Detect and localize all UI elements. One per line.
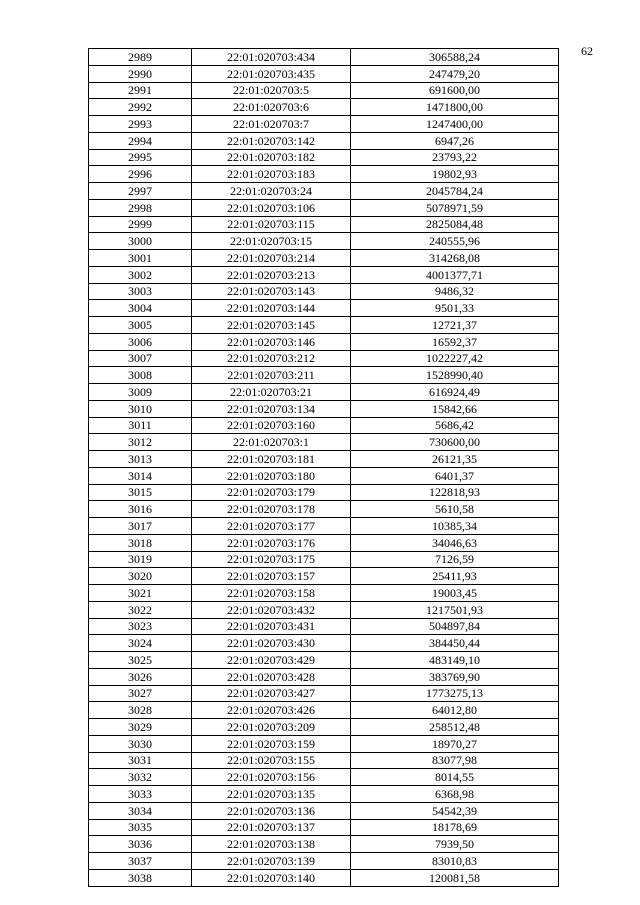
row-number-cell: 3027 — [89, 685, 192, 702]
row-number-cell: 2989 — [89, 49, 192, 66]
table-row — [89, 82, 559, 99]
table-row — [89, 384, 559, 401]
value-cell: 240555,96 — [351, 233, 559, 250]
value-cell: 483149,10 — [351, 652, 559, 669]
row-number-cell: 3006 — [89, 333, 192, 350]
value-cell: 34046,63 — [351, 534, 559, 551]
cadastral-number-cell: 22:01:020703:159 — [192, 735, 351, 752]
row-number-cell: 3030 — [89, 735, 192, 752]
cadastral-number-cell: 22:01:020703:427 — [192, 685, 351, 702]
data-table — [88, 48, 559, 887]
cadastral-number-cell: 22:01:020703:156 — [192, 769, 351, 786]
row-number-cell: 2990 — [89, 65, 192, 82]
value-cell: 26121,35 — [351, 451, 559, 468]
row-number-cell: 2992 — [89, 99, 192, 116]
cadastral-number-cell: 22:01:020703:115 — [192, 216, 351, 233]
cadastral-number-cell: 22:01:020703:180 — [192, 467, 351, 484]
table-row — [89, 300, 559, 317]
table-row — [89, 99, 559, 116]
cadastral-number-cell: 22:01:020703:158 — [192, 585, 351, 602]
cadastral-number-cell: 22:01:020703:214 — [192, 250, 351, 267]
table-row — [89, 735, 559, 752]
value-cell: 1471800,00 — [351, 99, 559, 116]
row-number-cell: 3036 — [89, 836, 192, 853]
value-cell: 16592,37 — [351, 333, 559, 350]
value-cell: 616924,49 — [351, 384, 559, 401]
table-row — [89, 702, 559, 719]
row-number-cell: 3004 — [89, 300, 192, 317]
cadastral-number-cell: 22:01:020703:106 — [192, 199, 351, 216]
cadastral-number-cell: 22:01:020703:139 — [192, 853, 351, 870]
row-number-cell: 3037 — [89, 853, 192, 870]
value-cell: 83077,98 — [351, 752, 559, 769]
table-row — [89, 668, 559, 685]
value-cell: 122818,93 — [351, 484, 559, 501]
table-row — [89, 266, 559, 283]
value-cell: 9501,33 — [351, 300, 559, 317]
value-cell: 15842,66 — [351, 400, 559, 417]
cadastral-number-cell: 22:01:020703:176 — [192, 534, 351, 551]
row-number-cell: 2995 — [89, 149, 192, 166]
table-row — [89, 250, 559, 267]
value-cell: 83010,83 — [351, 853, 559, 870]
cadastral-number-cell: 22:01:020703:7 — [192, 116, 351, 133]
value-cell: 1773275,13 — [351, 685, 559, 702]
row-number-cell: 3018 — [89, 534, 192, 551]
cadastral-number-cell: 22:01:020703:177 — [192, 518, 351, 535]
value-cell: 6401,37 — [351, 467, 559, 484]
cadastral-number-cell: 22:01:020703:430 — [192, 635, 351, 652]
table-row — [89, 467, 559, 484]
value-cell: 247479,20 — [351, 65, 559, 82]
table-row — [89, 484, 559, 501]
table-row — [89, 350, 559, 367]
row-number-cell: 3031 — [89, 752, 192, 769]
cadastral-number-cell: 22:01:020703:1 — [192, 434, 351, 451]
row-number-cell: 3017 — [89, 518, 192, 535]
row-number-cell: 3028 — [89, 702, 192, 719]
table-row — [89, 116, 559, 133]
value-cell: 54542,39 — [351, 802, 559, 819]
row-number-cell: 3013 — [89, 451, 192, 468]
cadastral-number-cell: 22:01:020703:155 — [192, 752, 351, 769]
table-row — [89, 183, 559, 200]
row-number-cell: 3038 — [89, 869, 192, 886]
value-cell: 5610,58 — [351, 501, 559, 518]
value-cell: 8014,55 — [351, 769, 559, 786]
value-cell: 1217501,93 — [351, 601, 559, 618]
value-cell: 1528990,40 — [351, 367, 559, 384]
cadastral-number-cell: 22:01:020703:183 — [192, 166, 351, 183]
cadastral-number-cell: 22:01:020703:429 — [192, 652, 351, 669]
table-row — [89, 367, 559, 384]
table-row — [89, 752, 559, 769]
table-body — [89, 49, 559, 887]
table-row — [89, 132, 559, 149]
cadastral-number-cell: 22:01:020703:179 — [192, 484, 351, 501]
row-number-cell: 3029 — [89, 719, 192, 736]
table-row — [89, 618, 559, 635]
row-number-cell: 3000 — [89, 233, 192, 250]
cadastral-number-cell: 22:01:020703:137 — [192, 819, 351, 836]
table-row — [89, 786, 559, 803]
row-number-cell: 3008 — [89, 367, 192, 384]
row-number-cell: 3035 — [89, 819, 192, 836]
row-number-cell: 3012 — [89, 434, 192, 451]
value-cell: 10385,34 — [351, 518, 559, 535]
table-row — [89, 233, 559, 250]
table-row — [89, 635, 559, 652]
table-row — [89, 65, 559, 82]
value-cell: 2045784,24 — [351, 183, 559, 200]
cadastral-number-cell: 22:01:020703:144 — [192, 300, 351, 317]
row-number-cell: 2998 — [89, 199, 192, 216]
row-number-cell: 3014 — [89, 467, 192, 484]
row-number-cell: 3022 — [89, 601, 192, 618]
table-row — [89, 434, 559, 451]
cadastral-number-cell: 22:01:020703:212 — [192, 350, 351, 367]
table-row — [89, 199, 559, 216]
table-row — [89, 451, 559, 468]
value-cell: 5686,42 — [351, 417, 559, 434]
cadastral-number-cell: 22:01:020703:160 — [192, 417, 351, 434]
value-cell: 4001377,71 — [351, 266, 559, 283]
value-cell: 1022227,42 — [351, 350, 559, 367]
table-row — [89, 685, 559, 702]
table-row — [89, 49, 559, 66]
table-row — [89, 652, 559, 669]
cadastral-number-cell: 22:01:020703:5 — [192, 82, 351, 99]
table-row — [89, 518, 559, 535]
value-cell: 23793,22 — [351, 149, 559, 166]
cadastral-number-cell: 22:01:020703:209 — [192, 719, 351, 736]
value-cell: 730600,00 — [351, 434, 559, 451]
cadastral-number-cell: 22:01:020703:181 — [192, 451, 351, 468]
value-cell: 19003,45 — [351, 585, 559, 602]
row-number-cell: 3025 — [89, 652, 192, 669]
table-row — [89, 417, 559, 434]
cadastral-number-cell: 22:01:020703:175 — [192, 551, 351, 568]
cadastral-number-cell: 22:01:020703:432 — [192, 601, 351, 618]
table-row — [89, 719, 559, 736]
cadastral-number-cell: 22:01:020703:178 — [192, 501, 351, 518]
table-row — [89, 769, 559, 786]
row-number-cell: 2997 — [89, 183, 192, 200]
table-row — [89, 802, 559, 819]
table-row — [89, 283, 559, 300]
value-cell: 120081,58 — [351, 869, 559, 886]
value-cell: 18970,27 — [351, 735, 559, 752]
row-number-cell: 3019 — [89, 551, 192, 568]
row-number-cell: 3011 — [89, 417, 192, 434]
row-number-cell: 3034 — [89, 802, 192, 819]
row-number-cell: 3026 — [89, 668, 192, 685]
table-row — [89, 333, 559, 350]
value-cell: 5078971,59 — [351, 199, 559, 216]
table-row — [89, 216, 559, 233]
row-number-cell: 3016 — [89, 501, 192, 518]
cadastral-number-cell: 22:01:020703:142 — [192, 132, 351, 149]
table-row — [89, 585, 559, 602]
value-cell: 64012,80 — [351, 702, 559, 719]
row-number-cell: 3023 — [89, 618, 192, 635]
row-number-cell: 3003 — [89, 283, 192, 300]
cadastral-number-cell: 22:01:020703:143 — [192, 283, 351, 300]
table-row — [89, 551, 559, 568]
table-row — [89, 869, 559, 886]
row-number-cell: 3010 — [89, 400, 192, 417]
cadastral-number-cell: 22:01:020703:157 — [192, 568, 351, 585]
cadastral-number-cell: 22:01:020703:15 — [192, 233, 351, 250]
row-number-cell: 2993 — [89, 116, 192, 133]
cadastral-number-cell: 22:01:020703:6 — [192, 99, 351, 116]
cadastral-number-cell: 22:01:020703:21 — [192, 384, 351, 401]
value-cell: 18178,69 — [351, 819, 559, 836]
table-row — [89, 853, 559, 870]
cadastral-number-cell: 22:01:020703:135 — [192, 786, 351, 803]
cadastral-number-cell: 22:01:020703:431 — [192, 618, 351, 635]
table-row — [89, 400, 559, 417]
table-row — [89, 836, 559, 853]
table-row — [89, 501, 559, 518]
value-cell: 12721,37 — [351, 317, 559, 334]
row-number-cell: 3015 — [89, 484, 192, 501]
row-number-cell: 2999 — [89, 216, 192, 233]
row-number-cell: 3001 — [89, 250, 192, 267]
value-cell: 2825084,48 — [351, 216, 559, 233]
table-row — [89, 568, 559, 585]
cadastral-number-cell: 22:01:020703:428 — [192, 668, 351, 685]
page-number: 62 — [581, 44, 593, 58]
cadastral-number-cell: 22:01:020703:211 — [192, 367, 351, 384]
row-number-cell: 2994 — [89, 132, 192, 149]
value-cell: 25411,93 — [351, 568, 559, 585]
row-number-cell: 3021 — [89, 585, 192, 602]
value-cell: 314268,08 — [351, 250, 559, 267]
value-cell: 504897,84 — [351, 618, 559, 635]
value-cell: 7939,50 — [351, 836, 559, 853]
cadastral-number-cell: 22:01:020703:213 — [192, 266, 351, 283]
row-number-cell: 3032 — [89, 769, 192, 786]
cadastral-number-cell: 22:01:020703:136 — [192, 802, 351, 819]
row-number-cell: 2996 — [89, 166, 192, 183]
value-cell: 384450,44 — [351, 635, 559, 652]
row-number-cell: 3020 — [89, 568, 192, 585]
cadastral-number-cell: 22:01:020703:134 — [192, 400, 351, 417]
row-number-cell: 3033 — [89, 786, 192, 803]
table-row — [89, 149, 559, 166]
table-row — [89, 601, 559, 618]
value-cell: 7126,59 — [351, 551, 559, 568]
row-number-cell: 3009 — [89, 384, 192, 401]
table-row — [89, 819, 559, 836]
table-row — [89, 317, 559, 334]
value-cell: 9486,32 — [351, 283, 559, 300]
table-row — [89, 166, 559, 183]
cadastral-number-cell: 22:01:020703:24 — [192, 183, 351, 200]
row-number-cell: 3007 — [89, 350, 192, 367]
cadastral-number-cell: 22:01:020703:182 — [192, 149, 351, 166]
value-cell: 6368,98 — [351, 786, 559, 803]
row-number-cell: 3002 — [89, 266, 192, 283]
value-cell: 258512,48 — [351, 719, 559, 736]
value-cell: 6947,26 — [351, 132, 559, 149]
row-number-cell: 3005 — [89, 317, 192, 334]
cadastral-number-cell: 22:01:020703:146 — [192, 333, 351, 350]
value-cell: 306588,24 — [351, 49, 559, 66]
row-number-cell: 2991 — [89, 82, 192, 99]
value-cell: 19802,93 — [351, 166, 559, 183]
cadastral-number-cell: 22:01:020703:140 — [192, 869, 351, 886]
value-cell: 1247400,00 — [351, 116, 559, 133]
value-cell: 383769,90 — [351, 668, 559, 685]
cadastral-number-cell: 22:01:020703:426 — [192, 702, 351, 719]
value-cell: 691600,00 — [351, 82, 559, 99]
cadastral-number-cell: 22:01:020703:145 — [192, 317, 351, 334]
cadastral-number-cell: 22:01:020703:138 — [192, 836, 351, 853]
row-number-cell: 3024 — [89, 635, 192, 652]
table-row — [89, 534, 559, 551]
cadastral-number-cell: 22:01:020703:435 — [192, 65, 351, 82]
cadastral-number-cell: 22:01:020703:434 — [192, 49, 351, 66]
